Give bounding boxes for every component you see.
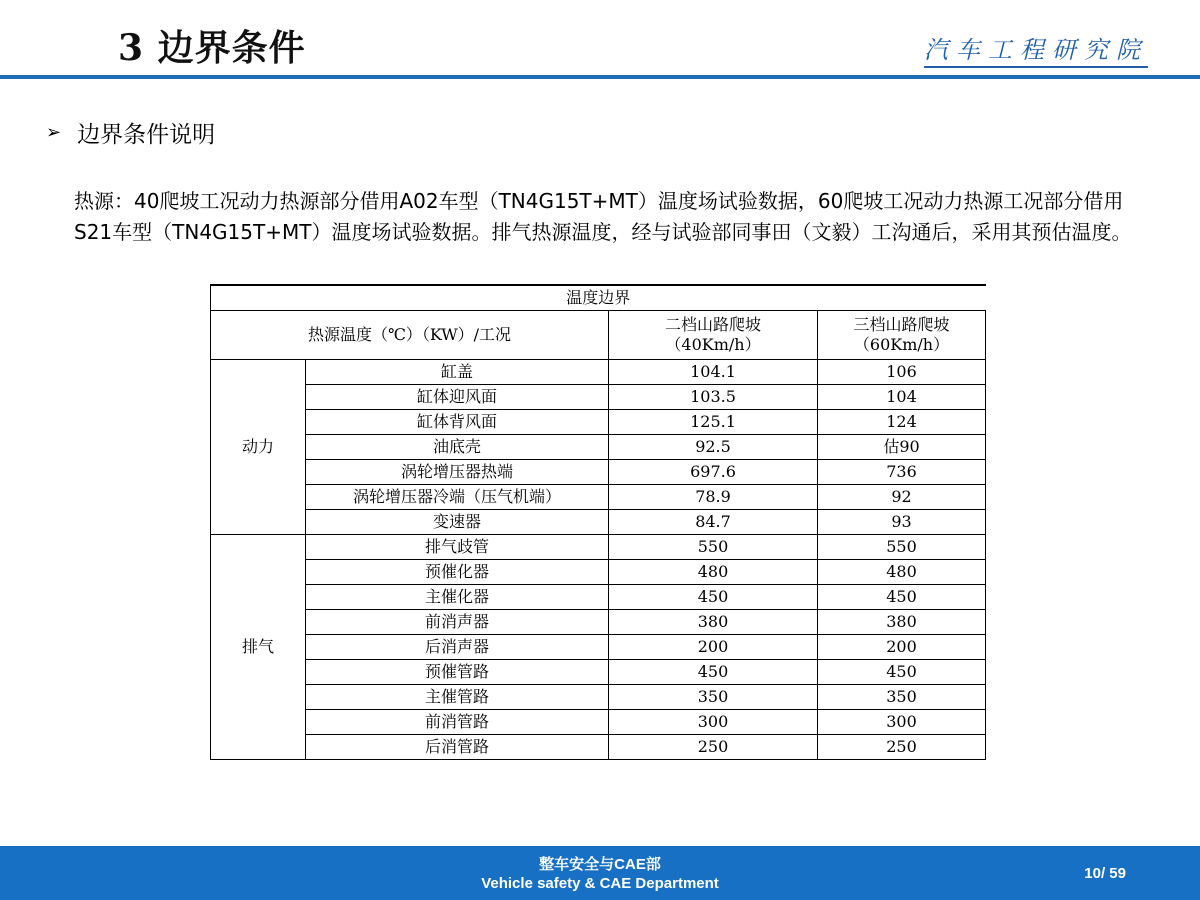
column-header-gear2-line2: （40Km/h） [665, 335, 761, 354]
table-row [211, 560, 986, 585]
table-row [211, 360, 986, 385]
table-row [211, 735, 986, 760]
column-header-heat-source: 热源温度（℃）（KW）/工况 [211, 311, 609, 360]
footer-dept-en: Vehicle safety & CAE Department [481, 875, 719, 892]
table-row [211, 535, 986, 560]
value-gear2: 200 [609, 635, 818, 660]
header-divider [0, 75, 1200, 79]
value-gear2: 550 [609, 535, 818, 560]
section-heading: 边界条件说明 [77, 122, 216, 148]
value-gear3: 480 [818, 560, 986, 585]
table-header-row [211, 311, 986, 360]
value-gear2: 697.6 [609, 460, 818, 485]
page-number: 10/ 59 [1084, 865, 1126, 882]
table-row [211, 510, 986, 535]
column-header-gear3-line2: （60Km/h） [853, 335, 950, 354]
value-gear3: 450 [818, 660, 986, 685]
table-row [211, 685, 986, 710]
temperature-boundary-table [210, 284, 986, 760]
table-row [211, 385, 986, 410]
item-name: 缸盖 [306, 360, 609, 385]
item-name: 前消声器 [306, 610, 609, 635]
value-gear2: 78.9 [609, 485, 818, 510]
footer-bar [0, 846, 1200, 900]
item-name: 后消声器 [306, 635, 609, 660]
value-gear3: 736 [818, 460, 986, 485]
value-gear3: 106 [818, 360, 986, 385]
value-gear2: 84.7 [609, 510, 818, 535]
value-gear2: 250 [609, 735, 818, 760]
value-gear3: 124 [818, 410, 986, 435]
column-header-gear3 [818, 311, 986, 360]
column-header-gear2 [609, 311, 818, 360]
value-gear3: 550 [818, 535, 986, 560]
item-name: 主催化器 [306, 585, 609, 610]
value-gear3: 200 [818, 635, 986, 660]
value-gear2: 480 [609, 560, 818, 585]
item-name: 缸体迎风面 [306, 385, 609, 410]
value-gear2: 350 [609, 685, 818, 710]
table-caption-row [211, 285, 986, 311]
table-row [211, 435, 986, 460]
value-gear3: 450 [818, 585, 986, 610]
value-gear3: 估90 [818, 435, 986, 460]
value-gear3: 92 [818, 485, 986, 510]
value-gear2: 380 [609, 610, 818, 635]
page-title: 3 边界条件 [118, 27, 306, 69]
table-caption: 温度边界 [211, 285, 986, 311]
value-gear3: 350 [818, 685, 986, 710]
section-bullet [46, 116, 215, 149]
description-paragraph: 热源：40爬坡工况动力热源部分借用A02车型（TN4G15T+MT）温度场试验数据，60爬坡工况动力热源工况部分借用S21车型（TN4G15T+MT）温度场试验数据。排气热源温度，经与试验部同事田（文毅）工沟通后，采用其预估温度。 [74, 189, 1132, 244]
item-name: 后消管路 [306, 735, 609, 760]
table-row [211, 460, 986, 485]
column-header-gear3-line1: 三档山路爬坡 [853, 315, 950, 334]
value-gear2: 450 [609, 660, 818, 685]
item-name: 油底壳 [306, 435, 609, 460]
footer-dept-cn: 整车安全与CAE部 [539, 856, 661, 873]
arrow-bullet-icon: ➢ [46, 122, 62, 143]
value-gear3: 380 [818, 610, 986, 635]
item-name: 预催化器 [306, 560, 609, 585]
footer-department [0, 855, 1200, 893]
item-name: 涡轮增压器热端 [306, 460, 609, 485]
value-gear2: 125.1 [609, 410, 818, 435]
table-row [211, 660, 986, 685]
table-row [211, 585, 986, 610]
table-row [211, 710, 986, 735]
institute-logo-text: 汽车工程研究院 [924, 30, 1148, 68]
value-gear2: 92.5 [609, 435, 818, 460]
item-name: 前消管路 [306, 710, 609, 735]
item-name: 预催管路 [306, 660, 609, 685]
table-row [211, 635, 986, 660]
item-name: 排气歧管 [306, 535, 609, 560]
item-name: 缸体背风面 [306, 410, 609, 435]
item-name: 主催管路 [306, 685, 609, 710]
group-label: 动力 [211, 360, 306, 535]
group-label: 排气 [211, 535, 306, 760]
value-gear3: 250 [818, 735, 986, 760]
item-name: 涡轮增压器冷端（压气机端） [306, 485, 609, 510]
value-gear2: 104.1 [609, 360, 818, 385]
item-name: 变速器 [306, 510, 609, 535]
value-gear3: 104 [818, 385, 986, 410]
value-gear3: 300 [818, 710, 986, 735]
value-gear2: 450 [609, 585, 818, 610]
table-row [211, 410, 986, 435]
value-gear2: 103.5 [609, 385, 818, 410]
table-row [211, 485, 986, 510]
value-gear2: 300 [609, 710, 818, 735]
column-header-gear2-line1: 二档山路爬坡 [664, 315, 761, 334]
table-row [211, 610, 986, 635]
value-gear3: 93 [818, 510, 986, 535]
